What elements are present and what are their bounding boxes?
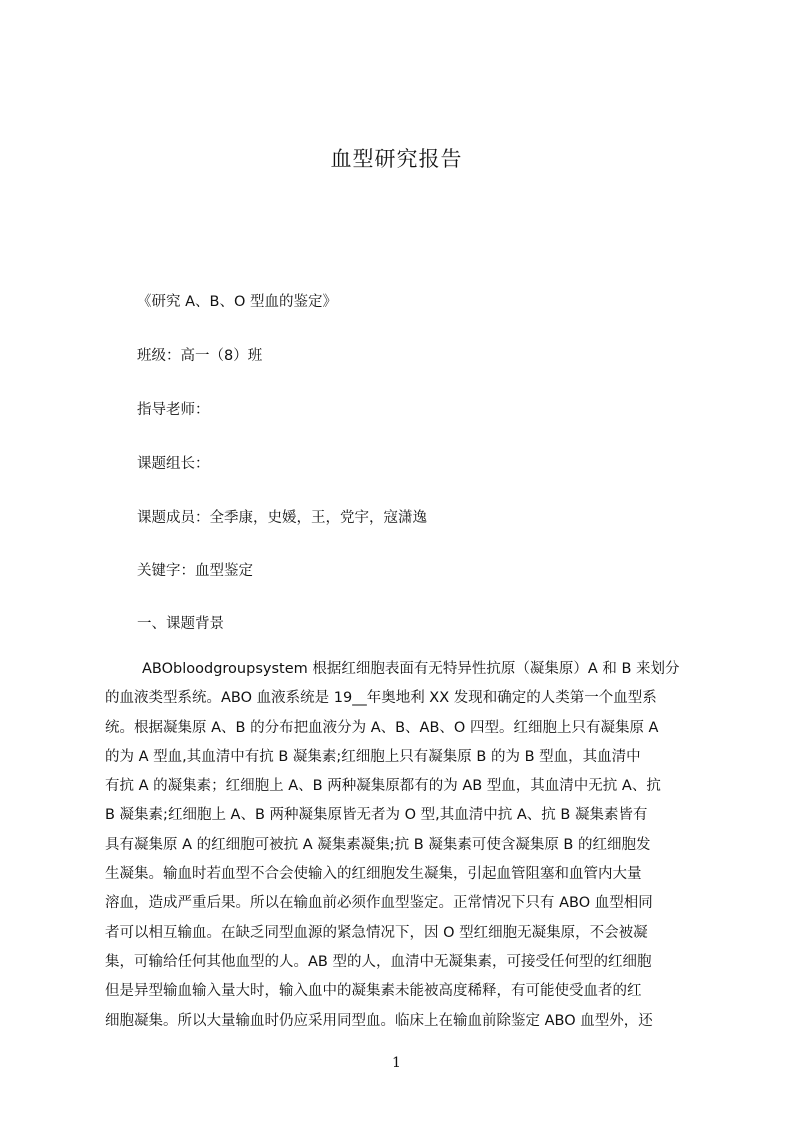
body-paragraph (105, 655, 695, 1036)
class-info: 班级：高一（8）班 (137, 348, 263, 364)
section-heading: 一、课题背景 (137, 616, 224, 632)
body-line: 的为 A 型血,其血清中有抗 B 凝集素;红细胞上只有凝集原 B 的为 B 型血，其血清中 (105, 748, 641, 765)
keywords-field: 关键字：血型鉴定 (137, 563, 253, 579)
body-line: 但是异型输血输入量大时，输入血中的凝集素未能被高度稀释，有可能使受血者的红 (105, 983, 642, 1000)
page-number: 1 (392, 1055, 401, 1071)
report-subtitle: 《研究 A、B、O 型血的鉴定》 (137, 294, 337, 310)
body-line: 者可以相互输血。在缺乏同型血源的紧急情况下，因 O 型红细胞无凝集原，不会被凝 (105, 924, 648, 941)
body-line: 溶血，造成严重后果。所以在输血前必须作血型鉴定。正常情况下只有 ABO 血型相同 (105, 895, 653, 912)
page-title: 血型研究报告 (330, 147, 463, 171)
body-line: 的血液类型系统。ABO 血液系统是 19__年奥地利 XX 发现和确定的人类第一个血型系 (105, 690, 657, 707)
body-line: 细胞凝集。所以大量输血时仍应采用同型血。临床上在输血前除鉴定 ABO 血型外，还 (105, 1012, 653, 1029)
members-field: 课题成员：全季康，史媛，王，党宇，寇潇逸 (137, 510, 427, 526)
body-line: 生凝集。输血时若血型不合会使输入的红细胞发生凝集，引起血管阻塞和血管内大量 (105, 866, 642, 883)
body-line: 集，可输给任何其他血型的人。AB 型的人，血清中无凝集素，可接受任何型的红细胞 (105, 953, 652, 970)
body-line: 统。根据凝集原 A、B 的分布把血液分为 A、B、AB、O 四型。红细胞上只有凝集原 A (105, 719, 659, 736)
body-line: 有抗 A 的凝集素；红细胞上 A、B 两种凝集原都有的为 AB 型血，其血清中无抗 A、抗 (105, 778, 661, 795)
advisor-field: 指导老师： (137, 402, 210, 418)
body-line: B 凝集素;红细胞上 A、B 两种凝集原皆无者为 O 型,其血清中抗 A、抗 B 凝集素皆有 (105, 807, 648, 824)
body-line: ABObloodgroupsystem 根据红细胞表面有无特异性抗原（凝集原）A 和 B 来划分 (142, 661, 680, 677)
body-line: 具有凝集原 A 的红细胞可被抗 A 凝集素凝集;抗 B 凝集素可使含凝集原 B 的红细胞发 (105, 836, 651, 853)
group-leader-field: 课题组长： (137, 456, 210, 472)
